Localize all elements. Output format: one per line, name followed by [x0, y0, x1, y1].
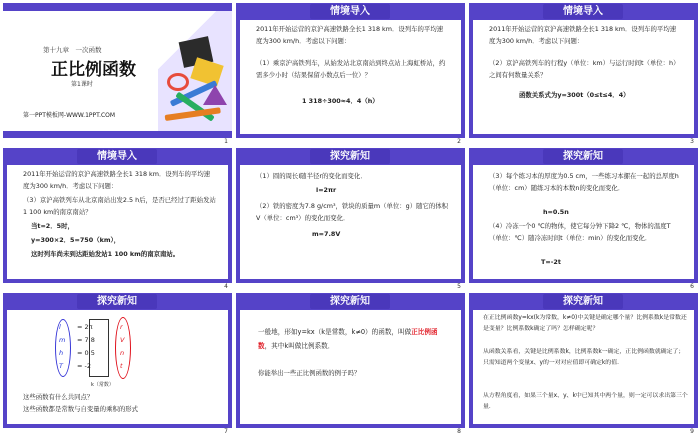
- question-2: （2）铁的密度为7.8 g/cm³，铁块的质量m（单位：g）随它的体积V（单位：cm³）的变化而变化．: [256, 202, 449, 222]
- cover-footer: 第一PPT模板网-WWW.1PPT.COM: [23, 112, 116, 119]
- constant-note: k（常数）: [91, 382, 114, 388]
- header-title: 情境导入: [310, 4, 390, 19]
- answer-text: 函数关系式为y=300t（0≤t≤4．4）: [519, 91, 630, 99]
- slide-number: 2: [457, 138, 461, 145]
- slide-number: 8: [457, 428, 461, 435]
- slide-thumbnail-3[interactable]: [469, 3, 698, 146]
- slide-number: 3: [690, 138, 694, 145]
- header-title: 探究新知: [543, 149, 623, 164]
- common-question: 这些函数有什么共同点？: [23, 393, 94, 401]
- slide-header: [236, 3, 465, 20]
- intro-text: 2011年开始运营的京沪高速铁路全长1 318 km．设列车的平均速度为300 km/h．考虑以下问题：: [23, 170, 211, 190]
- formula-3: h=0.5n: [543, 208, 569, 216]
- slide-thumbnail-7[interactable]: [3, 293, 232, 436]
- var-V: V: [120, 336, 125, 344]
- slide-header: [469, 293, 698, 310]
- definition-text: [258, 325, 447, 353]
- header-title: 探究新知: [77, 294, 157, 309]
- right-variables: [120, 321, 124, 373]
- common-answer: 这些函数都是常数与自变量的乘积的形式: [23, 405, 139, 413]
- left-variables: [59, 321, 69, 373]
- question-text: （3）京沪高铁列车从北京南站出发2.5 h后，是否已经过了距始发站1 100 km的南京南站？: [23, 196, 216, 216]
- answer-line-1: 当t=2．5时，: [31, 222, 74, 230]
- stationery-art: [163, 31, 229, 127]
- slide-thumbnail-4[interactable]: [3, 148, 232, 291]
- var-h: h: [59, 349, 64, 357]
- slide-header: [236, 148, 465, 165]
- slide-header: [469, 148, 698, 165]
- formula-4: T=-2t: [541, 258, 561, 266]
- chapter-label: 第十九章 一次函数: [43, 46, 102, 54]
- slide-thumbnail-9[interactable]: [469, 293, 698, 436]
- coef-2: = 7.8: [77, 336, 95, 344]
- answer-line-2: y=300×2．5=750（km），: [31, 236, 121, 244]
- coefficients: [77, 321, 95, 373]
- header-title: 情境导入: [543, 4, 623, 19]
- header-title: 探究新知: [543, 294, 623, 309]
- slide-number: 5: [457, 283, 461, 290]
- example-question: 你能举出一些正比例函数的例子吗？: [258, 369, 361, 377]
- slide-thumbnail-5[interactable]: [236, 148, 465, 291]
- cover-top-bar: [3, 3, 232, 11]
- paragraph-3: 从方程角度看，如果三个量x、y、k中已知其中两个量，则一定可以求出第三个量．: [483, 393, 688, 410]
- slide-header: [469, 3, 698, 20]
- var-l: l: [59, 323, 61, 331]
- header-title: 探究新知: [310, 294, 390, 309]
- coef-3: = 0.5: [77, 349, 95, 357]
- var-n: n: [120, 349, 125, 357]
- question-1: （1）圆的周长l随半径r的变化而变化．: [256, 172, 367, 180]
- slide-number: 7: [224, 428, 228, 435]
- slide-number: 4: [224, 283, 228, 290]
- definition-part-2: ，其中k叫做比例系数．: [264, 342, 335, 350]
- question-3: （3）每个练习本的厚度为0.5 cm，一些练习本摞在一起的总厚度h（单位：cm）随练习本的本数n的变化而变化．: [489, 172, 679, 192]
- paragraph-1: 在正比例函数y=kx(k为常数，k≠0)中关键是确定哪个量？比例系数k是常数还是变量？比例系数k确定了吗？怎样确定呢？: [483, 315, 687, 332]
- formula-1: l=2πr: [316, 186, 337, 194]
- slide-header: [3, 148, 232, 165]
- intro-text: 2011年开始运营的京沪高速铁路全长1 318 km．设列车的平均速度为300 km/h．考虑以下问题：: [489, 25, 677, 45]
- slide-header: [3, 293, 232, 310]
- answer-text: 1 318÷300≈4．4（h）: [302, 97, 379, 105]
- slide-thumbnail-2[interactable]: [236, 3, 465, 146]
- paragraph-2: 从函数关系看，关键是比例系数k，比例系数k一确定，正比例函数就确定了；只需知道两个变量x、y的一对对应值即可确定k的值．: [483, 349, 685, 366]
- formula-2: m=7.8V: [312, 230, 341, 238]
- cover-subtitle: 第1课时: [71, 81, 93, 88]
- slide-number: 9: [690, 428, 694, 435]
- definition-term: 正比例函数: [258, 328, 438, 350]
- coef-4: = -2: [77, 362, 91, 370]
- cover-bottom-bar: [3, 131, 232, 138]
- slide-thumbnail-8[interactable]: [236, 293, 465, 436]
- question-text: （1）乘京沪高铁列车，从始发站北京南站到终点站上海虹桥站，约需多少小时（结果保留小数点后一位）？: [256, 59, 446, 79]
- header-title: 探究新知: [310, 149, 390, 164]
- var-r: r: [120, 323, 123, 331]
- intro-text: 2011年开始运营的京沪高速铁路全长1 318 km．设列车的平均速度为300 km/h．考虑以下问题：: [256, 25, 444, 45]
- var-t: t: [120, 362, 123, 370]
- slide-header: [236, 293, 465, 310]
- slide-number: 6: [690, 283, 694, 290]
- question-4: （4）冷冻一个0 ℃的物体，使它每分钟下降2 ℃，物体的温度T（单位：℃）随冷冻时间t（单位：min）的变化而变化．: [489, 222, 671, 242]
- slide-thumbnail-6[interactable]: [469, 148, 698, 291]
- var-T: T: [59, 362, 63, 370]
- answer-line-3: 这时列车尚未到达距始发站1 100 km的南京南站。: [31, 250, 180, 258]
- coef-1: = 2π: [77, 323, 93, 331]
- header-title: 情境导入: [77, 149, 157, 164]
- question-text: （2）京沪高铁列车的行程y（单位：km）与运行时间t（单位：h）之间有何数量关系？: [489, 59, 680, 79]
- var-m: m: [59, 336, 66, 344]
- slide-thumbnail-1[interactable]: [3, 3, 232, 146]
- definition-part-1: 一般地，形如y=kx（k是常数，k≠0）的函数，叫做: [258, 328, 412, 336]
- cover-title: 正比例函数: [51, 60, 136, 80]
- slide-frame: [236, 293, 465, 428]
- slide-number: 1: [224, 138, 228, 145]
